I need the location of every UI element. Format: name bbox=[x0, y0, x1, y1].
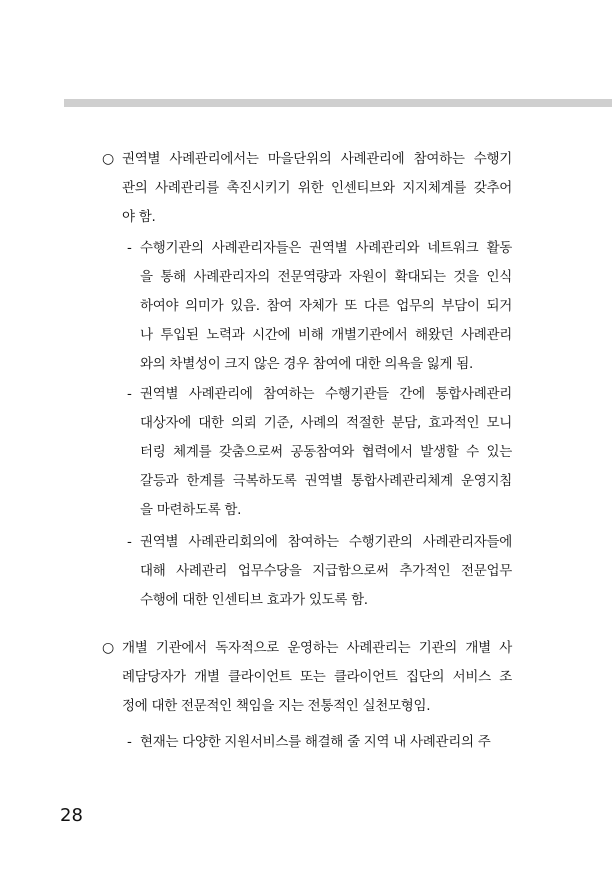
text-line: 례담당자가 개별 클라이언트 또는 클라이언트 집단의 서비스 조 bbox=[122, 669, 512, 685]
text-line: 대상자에 대한 의뢰 기준, 사례의 적절한 분담, 효과적인 모니 bbox=[140, 415, 512, 431]
text-line: 개별 기관에서 독자적으로 운영하는 사례관리는 기관의 개별 사 bbox=[122, 640, 512, 656]
text-line: 현재는 다양한 지원서비스를 해결해 줄 지역 내 사례관리의 주 bbox=[140, 734, 491, 750]
text-line: 수행기관의 사례관리자들은 권역별 사례관리와 네트워크 활동 bbox=[140, 240, 512, 256]
text-line: 수행에 대한 인센티브 효과가 있도록 함. bbox=[140, 592, 368, 608]
text-line: 하여야 의미가 있음. 참여 자체가 또 다른 업무의 부담이 되거 bbox=[140, 298, 512, 314]
text-line: 권역별 사례관리에 참여하는 수행기관들 간에 통합사례관리 bbox=[140, 386, 512, 402]
text-line: 야 함. bbox=[122, 209, 156, 225]
text-line: 권역별 사례관리에서는 마을단위의 사례관리에 참여하는 수행기 bbox=[122, 151, 512, 167]
text-line: 대해 사례관리 업무수당을 지급함으로써 추가적인 전문업무 bbox=[140, 563, 512, 579]
dash-bullet-icon: - bbox=[127, 240, 132, 256]
dash-bullet-icon: - bbox=[127, 386, 132, 402]
sub-bullet-paragraph bbox=[127, 528, 512, 615]
dash-bullet-icon: - bbox=[127, 734, 132, 750]
circle-bullet-icon: ○ bbox=[102, 640, 114, 656]
text-line: 을 마련하도록 함. bbox=[140, 502, 242, 518]
text-line: 터링 체계를 갖춤으로써 공동참여와 협력에서 발생할 수 있는 bbox=[140, 444, 512, 460]
text-line: 와의 차별성이 크지 않은 경우 참여에 대한 의욕을 잃게 됨. bbox=[140, 356, 473, 372]
sub-bullet-paragraph bbox=[127, 728, 512, 757]
bullet-paragraph bbox=[102, 634, 512, 721]
sub-bullet-paragraph bbox=[127, 234, 512, 379]
dash-bullet-icon: - bbox=[127, 534, 132, 550]
sub-bullet-paragraph bbox=[127, 380, 512, 525]
page-number: 28 bbox=[60, 805, 83, 826]
circle-bullet-icon: ○ bbox=[102, 151, 114, 167]
text-line: 을 통해 사례관리자의 전문역량과 자원이 확대되는 것을 인식 bbox=[140, 269, 512, 285]
text-line: 관의 사례관리를 촉진시키기 위한 인센티브와 지지체계를 갖추어 bbox=[122, 180, 512, 196]
bullet-paragraph bbox=[102, 145, 512, 232]
text-line: 정에 대한 전문적인 책임을 지는 전통적인 실천모형임. bbox=[122, 698, 431, 714]
text-line: 나 투입된 노력과 시간에 비해 개별기관에서 해왔던 사례관리 bbox=[140, 327, 512, 343]
text-line: 갈등과 한계를 극복하도록 권역별 통합사례관리체계 운영지침 bbox=[140, 473, 512, 489]
text-line: 권역별 사례관리회의에 참여하는 수행기관의 사례관리자들에 bbox=[140, 534, 512, 550]
